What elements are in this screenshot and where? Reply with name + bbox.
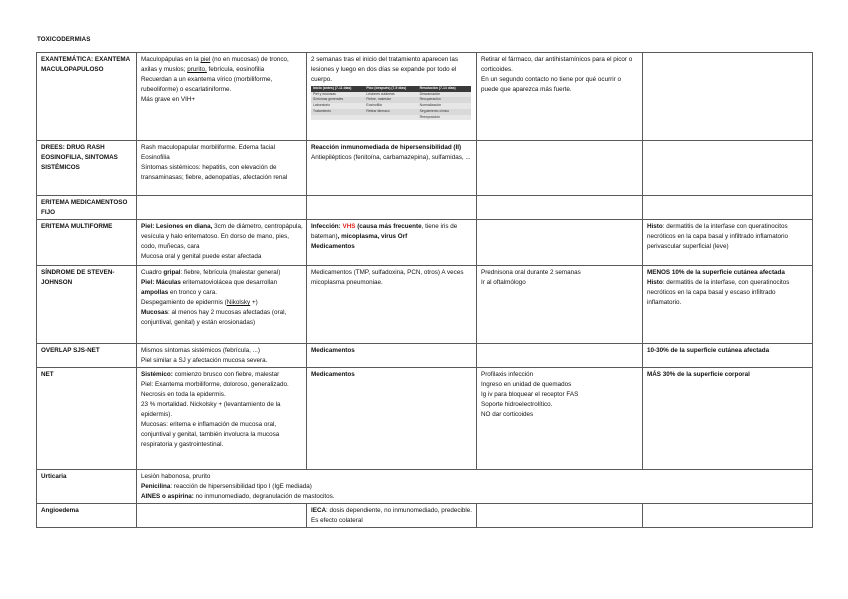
cell-clinica: Sistémico: comienzo brusco con fiebre, malestar Piel: Exantema morbiliforme, doloroso, generalizado. Necrosis en toda la epidermis. 23 % mortalidad. Nickolsky + (levantamiento de la epidermis). Mucosas: eritema e inflamación de mucosa oral, conjuntival y genital, también involucra la mucosa respiratoria y gastrointestinal.: [137, 368, 307, 470]
cell-clinica: Piel: Lesiones en diana, 3cm de diámetro, centropápula, vesícula y halo eritematoso. En dorso de mano, pies, codo, muñecas, cara Mucosa oral y genital puede estar afectada: [137, 220, 307, 266]
cell-causa: Medicamentos: [307, 368, 477, 470]
row-name-eritema-multiforme: ERITEMA MULTIFORME: [37, 220, 137, 266]
toxicodermias-table: [36, 52, 813, 528]
cell-causa: Medicamentos: [307, 344, 477, 368]
cell-causa: Medicamentos (TMP, sulfadoxina, PCN, otros) A veces micoplasma pneumoniae.: [307, 266, 477, 344]
cell-clinica: Maculopápulas en la piel (no en mucosas) de tronco, axilas y muslos; prurito, febrícula, eosinofilia Recuerdan a un exantema vírico (morbiliforme, rubeoliforme) o escarlatiniforme. Más grave en VIH+: [137, 53, 307, 141]
cell-clinica: [137, 504, 307, 528]
table-row: [37, 53, 813, 141]
cell-causa: Reacción inmunomediada de hipersensibilidad (II) Antiepilépticos (fenitoína, carbamazepina), sulfamidas, ...: [307, 141, 477, 196]
table-row: [37, 368, 813, 470]
row-name-sjs: SÍNDROME DE STEVEN-JOHNSON: [37, 266, 137, 344]
cell-clinica: Rash maculopapular morbiliforme. Edema facial Eosinofilia Síntomas sistémicos: hepatitis, con elevación de transaminasas; fiebre, adenopatías, afectación renal: [137, 141, 307, 196]
row-name-eritema-fijo: ERITEMA MEDICAMENTOSO FIJO: [37, 196, 137, 220]
cell-histo: [643, 141, 813, 196]
table-row: [37, 470, 813, 504]
cell-histo: MENOS 10% de la superficie cutánea afectada Histo: dermatitis de la interfase, con queratinocitos necróticos en la capa basal y escaso infiltrado inflamatorio.: [643, 266, 813, 344]
cell-histo: Histo: dermatitis de la interfase con queratinocitos necróticos en la capa basal y infiltrado inflamatorio perivascular superficial (leve): [643, 220, 813, 266]
cell-clinica: Cuadro gripal: fiebre, febrícula (malestar general) Piel: Máculas eritematoviolácea que desarrollan ampollas en tronco y cara. Despegamiento de epidermis (Nikolsky +) Mucosas: al menos hay 2 mucosas afectadas (oral, conjuntival, genital) y están erosionadas): [137, 266, 307, 344]
cell-clinica: Mismos síntomas sistémicos (febrícula, ...) Piel similar a SJ y afectación mucosa severa.: [137, 344, 307, 368]
cell-causa: Infección: VHS (causa más frecuente, tiene iris de bateman), micoplasma, virus Orf Medicamentos: [307, 220, 477, 266]
document-title: TOXICODERMIAS: [37, 36, 91, 43]
row-name-drees: DREES: DRUG RASH EOSINOFILIA, SINTOMAS SISTÉMICOS: [37, 141, 137, 196]
cell-tratamiento: Prednisona oral durante 2 semanas Ir al oftalmólogo: [477, 266, 643, 344]
cell-causa: IECA: dosis dependiente, no inmunomediado, predecible. Es efecto colateral: [307, 504, 477, 528]
timeline-table-thumbnail: Inicio (antes) (7-11 días) Pico (después) (7-9 días) Resolución (7-14 días) Piel y mucosas Lesiones cutáneas Descamación Síntomas generales Fiebre, malestar Recuperación Laboratorio Eosinofilia Normalización Tratamiento Retirar fármaco Seguimiento clínico Reexposición: [311, 86, 471, 120]
cell-histo: [643, 196, 813, 220]
row-name-overlap: OVERLAP SJS-NET: [37, 344, 137, 368]
table-row: [37, 220, 813, 266]
cell-tratamiento: [477, 504, 643, 528]
cell-urticaria-description: Lesión habonosa, prurito Penicilina: reacción de hipersensibilidad tipo I (IgE mediada) AINES o aspirina: no inmunomediado, degranulación de mastocitos.: [137, 470, 813, 504]
cell-causa: 2 semanas tras el inicio del tratamiento aparecen las lesiones y luego en dos días se expande por todo el cuerpo. Inicio (antes) (7-11 días) Pico (después) (7-9 días) Resolución (7-14 días) Piel y mucosas Lesiones cutáneas Descamación Síntomas generales Fiebre, malestar Recuperación Laboratorio Eosinofilia Normalización Tratamiento Retirar fármaco Seguimiento clínico Reexposición: [307, 53, 477, 141]
table-row: [37, 266, 813, 344]
cell-tratamiento: Retirar el fármaco, dar antihistamínicos para el picor o corticoides. En un segundo contacto no tiene por qué ocurrir o puede que aparezca más fuerte.: [477, 53, 643, 141]
table-row: [37, 196, 813, 220]
row-name-net: NET: [37, 368, 137, 470]
cell-tratamiento: [477, 344, 643, 368]
cell-histo: 10-30% de la superficie cutánea afectada: [643, 344, 813, 368]
cell-histo: MÁS 30% de la superficie corporal: [643, 368, 813, 470]
row-name-urticaria: Urticaria: [37, 470, 137, 504]
table-row: [37, 344, 813, 368]
cell-tratamiento: [477, 141, 643, 196]
table-row: [37, 141, 813, 196]
cell-tratamiento: [477, 220, 643, 266]
cell-tratamiento: Profilaxis infección Ingreso en unidad de quemados Ig iv para bloquear el receptor FAS Soporte hidroelectrolítico. NO dar corticoides: [477, 368, 643, 470]
row-name-exantematica: EXANTEMÁTICA: EXANTEMA MACULOPAPULOSO: [37, 53, 137, 141]
table-row: [37, 504, 813, 528]
cell-causa: [307, 196, 477, 220]
row-name-angioedema: Angioedema: [37, 504, 137, 528]
cell-histo: [643, 504, 813, 528]
cell-tratamiento: [477, 196, 643, 220]
cell-histo: [643, 53, 813, 141]
cell-clinica: [137, 196, 307, 220]
